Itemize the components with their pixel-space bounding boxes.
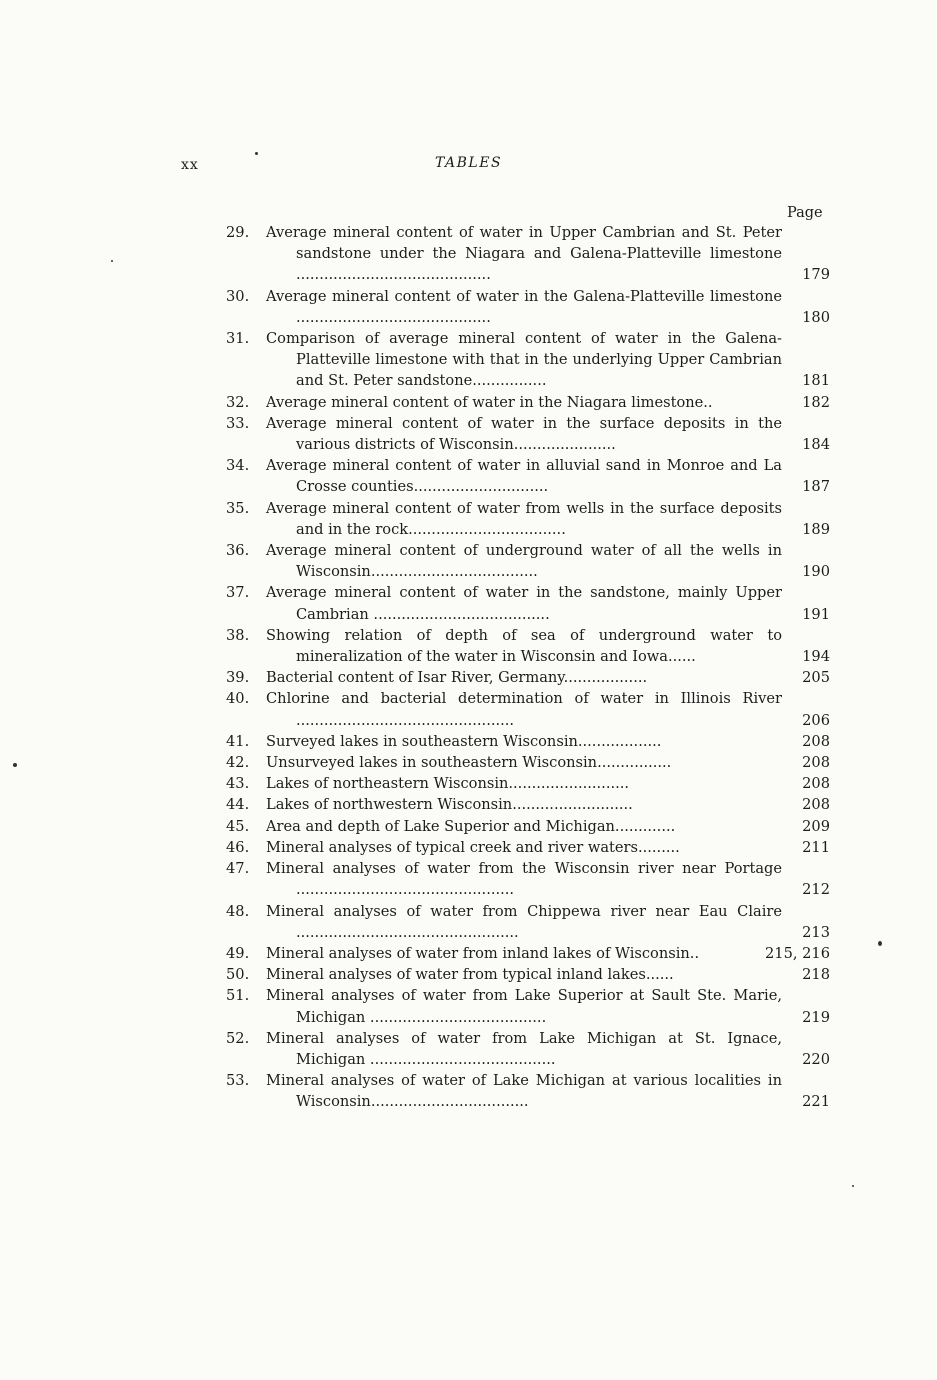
table-entry xyxy=(226,943,830,964)
table-title: Mineral analyses of water from Chippewa river near Eau Claire ................................................ xyxy=(266,902,782,941)
table-title: Mineral analyses of water from inland lakes of Wisconsin.. xyxy=(266,944,700,962)
table-number: 48. xyxy=(226,902,250,920)
table-number: 51. xyxy=(226,987,250,1005)
table-number: 34. xyxy=(226,457,250,475)
table-entry xyxy=(226,837,830,858)
table-title: Chlorine and bacterial determination of water in Illinois River ............................................... xyxy=(266,690,782,729)
page-reference: 180 xyxy=(802,308,830,326)
page-reference: 190 xyxy=(802,563,830,581)
scan-speck xyxy=(111,260,113,262)
page-reference: 208 xyxy=(802,732,830,750)
table-title: Mineral analyses of water from Lake Superior at Sault Ste. Marie, Michigan ...................................... xyxy=(266,987,782,1026)
table-entry xyxy=(226,582,830,624)
table-entry xyxy=(226,1028,830,1070)
table-number: 46. xyxy=(226,838,250,856)
table-title: Average mineral content of underground water of all the wells in Wisconsin.................................... xyxy=(266,542,782,581)
page-reference: 209 xyxy=(802,817,830,835)
table-number: 42. xyxy=(226,754,250,772)
page-reference: 212 xyxy=(802,881,830,899)
table-title: Average mineral content of water in the Niagara limestone.. xyxy=(266,393,713,411)
table-entry xyxy=(226,667,830,688)
table-number: 36. xyxy=(226,542,250,560)
table-title: Average mineral content of water in the sandstone, mainly Upper Cambrian ...................................... xyxy=(266,584,782,623)
table-entry xyxy=(226,688,830,730)
page-reference: 182 xyxy=(802,393,830,411)
scan-speck xyxy=(13,763,17,767)
table-title: Comparison of average mineral content of water in the Galena-Platteville limestone with that in the underlying Upper Cambrian and St. Peter sandstone................ xyxy=(266,330,782,390)
table-number: 33. xyxy=(226,414,250,432)
table-title: Average mineral content of water in the Galena-Platteville limestone .......................................... xyxy=(266,287,782,326)
page-reference: 219 xyxy=(802,1008,830,1026)
running-title: TABLES xyxy=(434,155,503,171)
table-entry xyxy=(226,858,830,900)
table-title: Lakes of northwestern Wisconsin.......................... xyxy=(266,796,633,814)
page-reference: 179 xyxy=(802,266,830,284)
table-entry xyxy=(226,222,830,286)
page-reference: 205 xyxy=(802,669,830,687)
page-column-heading: Page xyxy=(787,205,823,221)
page-reference: 208 xyxy=(802,796,830,814)
tables-list xyxy=(226,222,830,1113)
table-entry xyxy=(226,413,830,455)
table-entry xyxy=(226,498,830,540)
page-reference: 215, 216 xyxy=(765,944,830,962)
scan-speck xyxy=(255,152,258,155)
table-entry xyxy=(226,752,830,773)
table-title: Mineral analyses of water from the Wisconsin river near Portage ............................................... xyxy=(266,860,782,899)
table-number: 43. xyxy=(226,775,250,793)
page-reference: 191 xyxy=(802,605,830,623)
table-title: Average mineral content of water in Upper Cambrian and St. Peter sandstone under the Niagara and Galena-Platteville limestone .......................................... xyxy=(266,224,782,284)
table-title: Surveyed lakes in southeastern Wisconsin.................. xyxy=(266,732,662,750)
page-reference: 181 xyxy=(802,372,830,390)
page-reference: 189 xyxy=(802,520,830,538)
page-reference: 208 xyxy=(802,775,830,793)
table-entry xyxy=(226,455,830,497)
table-number: 31. xyxy=(226,330,250,348)
table-entry xyxy=(226,964,830,985)
table-title: Lakes of northeastern Wisconsin.......................... xyxy=(266,775,630,793)
table-title: Mineral analyses of typical creek and river waters......... xyxy=(266,838,680,856)
table-title: Unsurveyed lakes in southeastern Wisconsin................ xyxy=(266,754,672,772)
table-entry xyxy=(226,985,830,1027)
table-number: 49. xyxy=(226,944,250,962)
table-entry xyxy=(226,901,830,943)
table-title: Showing relation of depth of sea of underground water to mineralization of the water in Wisconsin and Iowa...... xyxy=(266,626,782,666)
table-entry xyxy=(226,1070,830,1112)
table-number: 40. xyxy=(226,690,250,708)
page-reference: 220 xyxy=(802,1050,830,1068)
page-reference: 211 xyxy=(802,838,830,856)
page-reference: 184 xyxy=(802,436,830,454)
table-entry xyxy=(226,328,830,392)
table-title: Mineral analyses of water from typical inland lakes...... xyxy=(266,966,674,984)
table-title: Mineral analyses of water from Lake Michigan at St. Ignace, Michigan ........................................ xyxy=(266,1029,782,1068)
table-number: 45. xyxy=(226,817,250,835)
table-entry xyxy=(226,816,830,837)
table-number: 37. xyxy=(226,584,250,602)
page-number: xx xyxy=(181,157,199,173)
table-title: Bacterial content of Isar River, Germany.................. xyxy=(266,669,648,687)
table-number: 41. xyxy=(226,732,250,750)
table-number: 35. xyxy=(226,499,250,517)
table-number: 44. xyxy=(226,796,250,814)
page-reference: 206 xyxy=(802,711,830,729)
page-reference: 194 xyxy=(802,648,830,666)
table-entry xyxy=(226,731,830,752)
table-number: 30. xyxy=(226,287,250,305)
table-number: 32. xyxy=(226,393,250,411)
table-number: 38. xyxy=(226,626,250,644)
scan-speck xyxy=(878,941,882,946)
page-reference: 221 xyxy=(802,1093,830,1111)
table-entry xyxy=(226,773,830,794)
table-entry xyxy=(226,625,830,667)
table-title: Average mineral content of water from wells in the surface deposits and in the rock.................................. xyxy=(266,499,782,538)
table-title: Average mineral content of water in alluvial sand in Monroe and La Crosse counties............................. xyxy=(266,457,782,496)
table-number: 39. xyxy=(226,669,250,687)
table-number: 50. xyxy=(226,966,250,984)
table-number: 47. xyxy=(226,860,250,878)
table-title: Average mineral content of water in the surface deposits in the various districts of Wisconsin...................... xyxy=(266,414,782,454)
scan-speck xyxy=(852,1185,854,1187)
table-entry xyxy=(226,392,830,413)
page-reference: 208 xyxy=(802,754,830,772)
page-reference: 187 xyxy=(802,478,830,496)
table-entry xyxy=(226,286,830,328)
table-number: 29. xyxy=(226,224,250,241)
table-entry xyxy=(226,540,830,582)
table-number: 53. xyxy=(226,1072,250,1090)
table-number: 52. xyxy=(226,1029,250,1047)
table-entry xyxy=(226,794,830,815)
page-reference: 213 xyxy=(802,923,830,941)
table-title: Mineral analyses of water of Lake Michigan at various localities in Wisconsin.................................. xyxy=(266,1072,782,1111)
table-title: Area and depth of Lake Superior and Michigan............. xyxy=(266,817,676,835)
page-reference: 218 xyxy=(802,966,830,984)
